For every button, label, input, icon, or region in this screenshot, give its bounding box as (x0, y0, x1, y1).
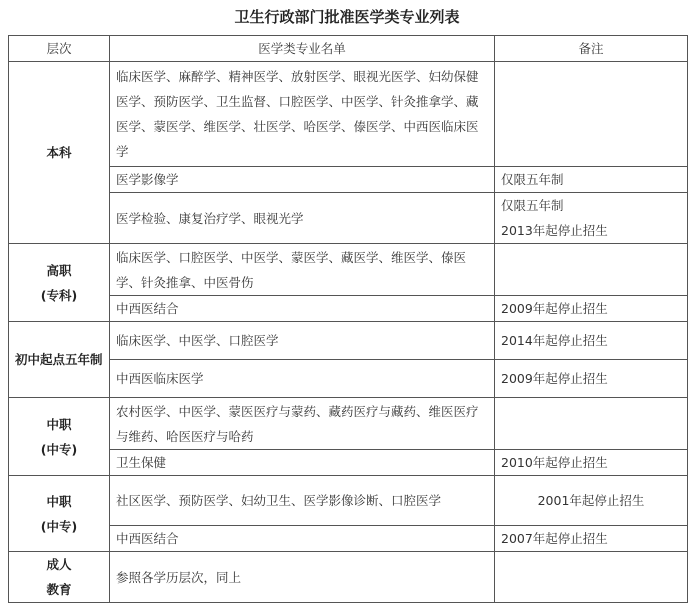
header-note: 备注 (495, 36, 688, 62)
majors-cell: 社区医学、预防医学、妇幼卫生、医学影像诊断、口腔医学 (110, 476, 495, 526)
level-line: 中职 (46, 416, 72, 432)
table-header-row (9, 36, 688, 62)
table-row (9, 62, 688, 167)
level-line: 高职 (46, 262, 72, 278)
level-cell (9, 552, 110, 603)
majors-cell: 临床医学、中医学、口腔医学 (110, 322, 495, 360)
note-cell (495, 244, 688, 296)
level-line: 成人 (46, 557, 72, 572)
majors-cell: 参照各学历层次，同上 (110, 552, 495, 603)
page-title: 卫生行政部门批准医学类专业列表 (234, 8, 460, 26)
note-cell (495, 398, 688, 450)
note-line: 仅限五年制 (501, 198, 564, 213)
note-cell: 2014年起停止招生 (495, 322, 688, 360)
level-line: (中专) (40, 441, 78, 457)
note-cell: 2001年起停止招生 (495, 476, 688, 526)
majors-cell: 医学检验、康复治疗学、眼视光学 (110, 193, 495, 244)
table-row (9, 244, 688, 296)
note-cell: 仅限五年制 (495, 167, 688, 193)
level-cell: 初中起点五年制 (9, 322, 110, 398)
table-row (9, 398, 688, 450)
majors-cell: 农村医学、中医学、蒙医医疗与蒙药、藏药医疗与藏药、维医医疗与维药、哈医医疗与哈药 (110, 398, 495, 450)
level-cell (9, 244, 110, 322)
header-majors: 医学类专业名单 (110, 36, 495, 62)
majors-cell: 临床医学、麻醉学、精神医学、放射医学、眼视光医学、妇幼保健医学、预防医学、卫生监督、口腔医学、中医学、针灸推拿学、藏医学、蒙医学、维医学、壮医学、哈医学、傣医学、中西医临床医学 (110, 62, 495, 167)
note-cell: 2009年起停止招生 (495, 360, 688, 398)
level-line: 中职 (46, 493, 72, 509)
table-row (9, 476, 688, 526)
table-row (9, 526, 688, 552)
majors-cell: 医学影像学 (110, 167, 495, 193)
table-row (9, 450, 688, 476)
table-row (9, 167, 688, 193)
majors-cell: 卫生保健 (110, 450, 495, 476)
level-line: (专科) (40, 287, 78, 303)
level-cell (9, 476, 110, 552)
level-line: 教育 (46, 582, 72, 597)
level-cell: 本科 (9, 62, 110, 244)
table-row (9, 296, 688, 322)
note-cell: 2007年起停止招生 (495, 526, 688, 552)
table-row (9, 552, 688, 603)
table-row (9, 193, 688, 244)
level-cell (9, 398, 110, 476)
level-line: (中专) (40, 518, 78, 534)
table-row (9, 360, 688, 398)
majors-cell: 临床医学、口腔医学、中医学、蒙医学、藏医学、维医学、傣医学、针灸推拿、中医骨伤 (110, 244, 495, 296)
majors-cell: 中西医临床医学 (110, 360, 495, 398)
note-line: 2013年起停止招生 (501, 223, 608, 238)
table-row (9, 322, 688, 360)
note-cell (495, 552, 688, 603)
note-cell: 2010年起停止招生 (495, 450, 688, 476)
note-cell (495, 62, 688, 167)
majors-cell: 中西医结合 (110, 296, 495, 322)
note-cell: 2009年起停止招生 (495, 296, 688, 322)
majors-cell: 中西医结合 (110, 526, 495, 552)
major-list-table (8, 35, 688, 603)
header-level: 层次 (9, 36, 110, 62)
note-cell (495, 193, 688, 244)
